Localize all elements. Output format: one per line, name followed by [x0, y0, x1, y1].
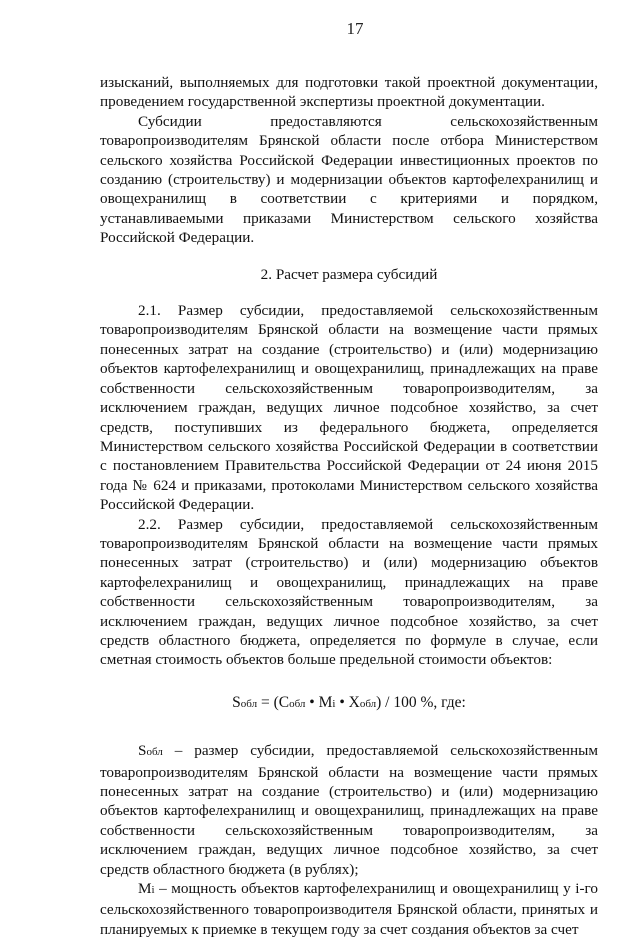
paragraph-subsidies-selection: Субсидии предоставляются сельскохозяйственным товаропроизводителям Брянской области после отбора Министерством сельского хозяйства Российской Федерации инвестиционных проектов по созданию (строительству) и модернизации объектов картофелехранилищ и овощехранилищ в соответствии с критериями и порядком, устанавливаемыми приказами Министерством сельского хозяйства Российской Федерации. [100, 112, 598, 247]
document-page [100, 0, 598, 939]
definition-s-text: – размер субсидии, предоставляемой сельскохозяйственным товаропроизводителям Брянской области на возмещение части прямых понесенных затрат на создание (строительство) и (или) модернизацию объектов картофелехранилищ и овощехранилищ, принадлежащих на праве собственности сельскохозяйственным товаропроизводителям, за исключением граждан, ведущих личное подсобное хозяйство, за счет средств областного бюджета (в рублях); [100, 742, 598, 878]
definition-s-symbol: S [138, 742, 147, 760]
definition-s-obl [100, 741, 598, 879]
formula-x-sub: обл [359, 697, 377, 710]
formula-dot-m: • M [305, 693, 333, 711]
definition-m-sub: i [151, 884, 155, 897]
formula-c-sub: обл [289, 697, 306, 710]
formula-dot-x: • X [335, 693, 360, 711]
definition-m-text: – мощность объектов картофелехранилищ и овощехранилищ у i-го сельскохозяйственного товаропроизводителя Брянской области, принятых и планируемых к приемке в текущем году за счет создания объектов за счет [100, 880, 598, 938]
page-number: 17 [346, 19, 364, 38]
paragraph-continuation: изысканий, выполняемых для подготовки такой проектной документации, проведением государственной экспертизы проектной документации. [100, 74, 598, 111]
definition-s-sub: обл [146, 746, 163, 759]
definition-m-symbol: M [138, 880, 152, 898]
formula-s-sub: обл [240, 697, 258, 710]
formula-eq-open: = (С [257, 693, 290, 711]
formula-m-sub: i [332, 697, 336, 710]
formula-tail: ) / 100 %, где: [376, 693, 466, 711]
section-heading: 2. Расчет размера субсидий [260, 265, 438, 283]
formula-s: S [232, 693, 241, 711]
paragraph-2-1: 2.1. Размер субсидии, предоставляемой сельскохозяйственным товаропроизводителям Брянской области на возмещение части прямых понесенных затрат на создание (строительство) и (или) модернизацию объектов картофелехранилищ и овощехранилищ, принадлежащих на праве собственности сельскохозяйственным товаропроизводителям, за исключением граждан, ведущих личное подсобное хозяйство, за счет средств, поступивших из федерального бюджета, определяется Министерством сельского хозяйства Российской Федерации в соответствии с постановлением Правительства Российской Федерации от 24 июня 2015 года № 624 и приказами, протоколами Министерством сельского хозяйства Российской Федерации. [100, 302, 598, 514]
paragraph-2-2: 2.2. Размер субсидии, предоставляемой сельскохозяйственным товаропроизводителям Брянской области на возмещение части прямых понесенных затрат (строительство) и (или) модернизацию объектов картофелехранилищ и овощехранилищ, принадлежащих на праве собственности сельскохозяйственным товаропроизводителям, за исключением граждан, ведущих личное подсобное хозяйство, за счет средств областного бюджета, определяется по формуле в случае, если сметная стоимость объектов больше предельной стоимости объектов: [100, 515, 598, 669]
formula [100, 693, 598, 714]
definition-m-i [100, 879, 598, 939]
